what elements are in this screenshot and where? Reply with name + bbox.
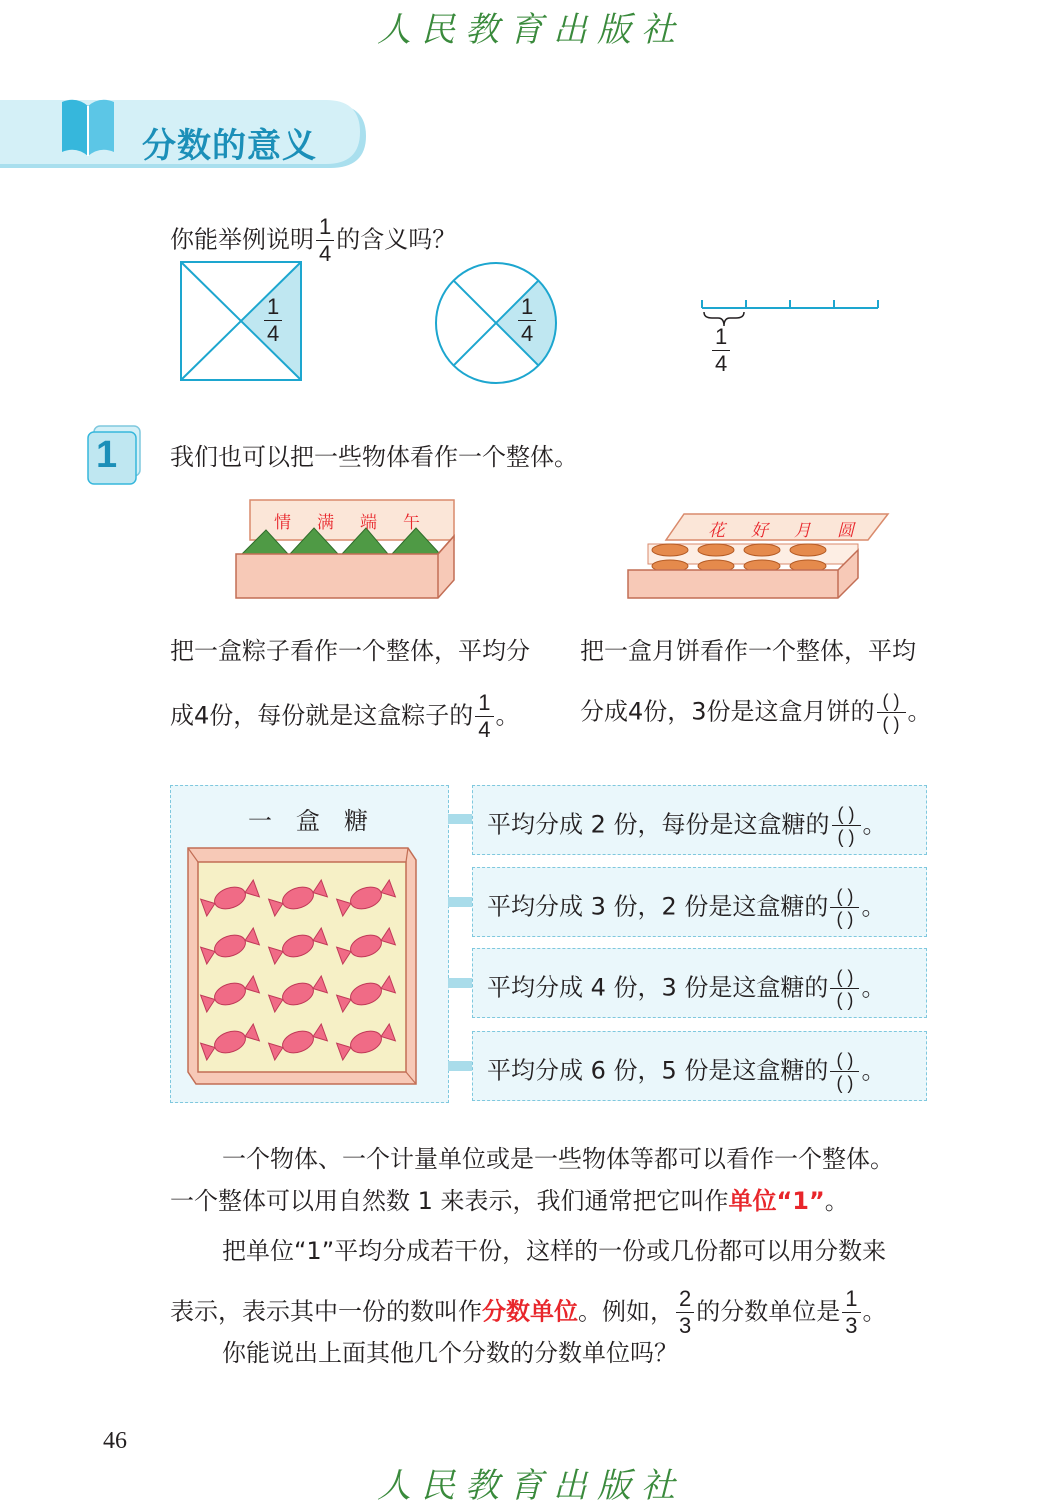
square-fraction: $\frac{1}{4}$ (262, 296, 284, 345)
circle-fraction: $\frac{1}{4}$ (516, 296, 538, 345)
square-figure (178, 260, 304, 384)
connector (448, 897, 474, 907)
segment-fraction: $\frac{1}{4}$ (710, 326, 732, 375)
zongzi-caption-line1: 把一盒粽子看作一个整体，平均分 (170, 637, 530, 665)
circle-figure (433, 260, 559, 386)
book-icon (58, 94, 118, 160)
candy-box (186, 846, 418, 1086)
section-title: 分数的意义 (142, 126, 317, 166)
body-p1-line1: 一个物体、一个计量单位或是一些物体等都可以看作一个整体。 (222, 1145, 894, 1173)
intro-fraction: $\frac{1}{4}$ (316, 216, 334, 265)
term-unit-one: 单位“1” (728, 1187, 825, 1215)
body-p2-line1: 把单位“1”平均分成若干份，这样的一份或几份都可以用分数来 (222, 1237, 887, 1265)
mooncake-box-label: 花 好 月 圆 (708, 521, 854, 541)
intro-question: 你能举例说明 $\frac{1}{4}$ 的含义吗？ (170, 214, 457, 266)
mooncake-caption-line1: 把一盒月饼看作一个整体，平均 (580, 637, 916, 665)
connector (448, 978, 474, 988)
body-p2-line2: 表示，表示其中一份的数叫作分数单位。例如， $\frac{2}{3}$ 的分数单位是 $\frac{1}{3}$ 。 (170, 1286, 887, 1338)
candy-label: 一 盒 糖 (248, 807, 368, 835)
candy-row-2: 平均分成 2 份，每份是这盒糖的 $\frac{( )}{( )}$ 。 (472, 785, 927, 855)
term-fraction-unit: 分数单位 (482, 1297, 578, 1326)
candy-row-3: 平均分成 3 份，2 份是这盒糖的 $\frac{( )}{( )}$ 。 (472, 867, 927, 937)
example-number: 1 (96, 434, 118, 476)
candy-row-6: 平均分成 6 份，5 份是这盒糖的 $\frac{( )}{( )}$ 。 (472, 1031, 927, 1101)
body-p3: 你能说出上面其他几个分数的分数单位吗？ (222, 1339, 678, 1367)
mooncake-caption-line2: 分成4份，3份是这盒月饼的 $\frac{( )}{( )}$ 。 (580, 691, 932, 734)
candy-row-4: 平均分成 4 份，3 份是这盒糖的 $\frac{( )}{( )}$ 。 (472, 948, 927, 1018)
publisher-footer: 人民教育出版社 (377, 1466, 685, 1506)
zongzi-box-label: 情 满 端 午 (274, 513, 420, 533)
example-text: 我们也可以把一些物体看作一个整体。 (170, 443, 578, 471)
zongzi-caption-line2: 成4份，每份就是这盒粽子的 $\frac{1}{4}$ 。 (170, 690, 520, 742)
body-p1-line2: 一个整体可以用自然数 1 来表示，我们通常把它叫作单位“1”。 (170, 1187, 849, 1215)
connector (448, 1061, 474, 1071)
page-number: 46 (103, 1428, 127, 1454)
publisher-header: 人民教育出版社 (377, 10, 685, 50)
connector (448, 814, 474, 824)
